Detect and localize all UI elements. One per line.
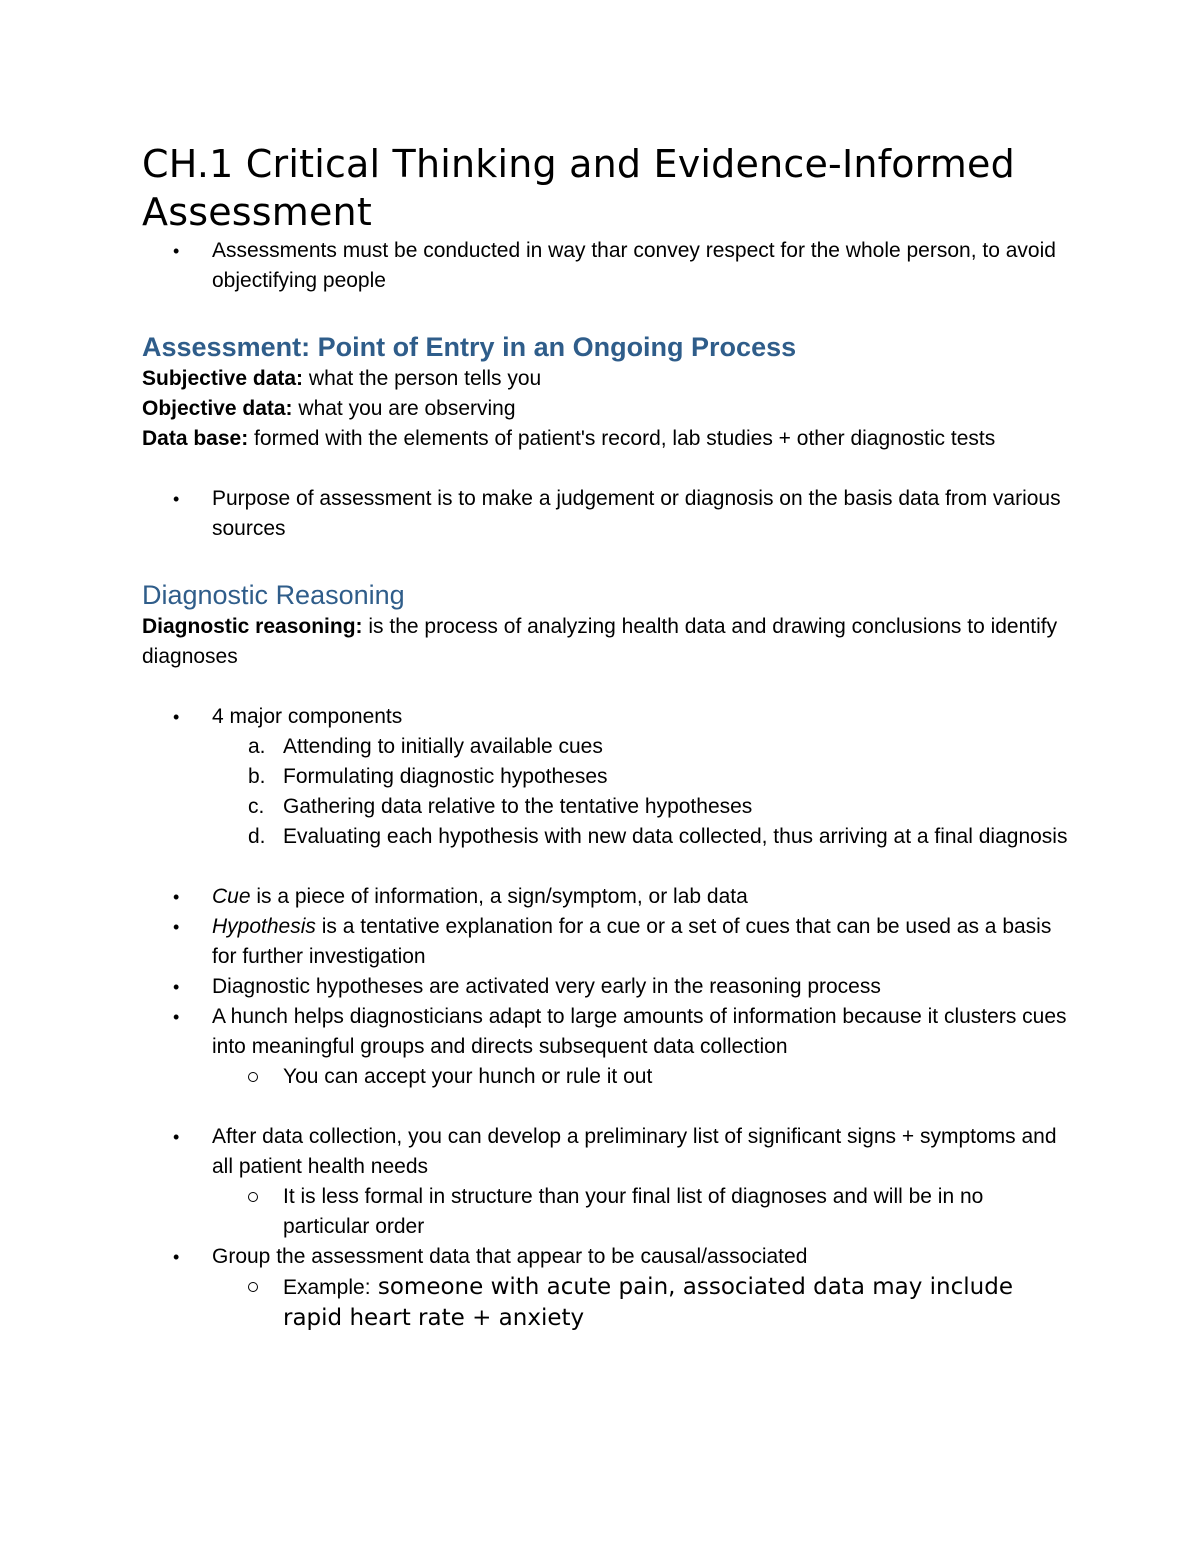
sub-list-item (142, 1272, 1072, 1334)
list-marker: a. (248, 735, 266, 758)
list-marker: c. (248, 795, 265, 818)
bullet-marker: • (173, 977, 180, 997)
list-item (142, 236, 1072, 296)
section-heading-assessment: Assessment: Point of Entry in an Ongoing Process (142, 332, 797, 362)
list-item-text: is a piece of information, a sign/symptom, or lab data (250, 885, 748, 908)
sub-list-item (142, 732, 1072, 762)
circle-bullet-icon (248, 1282, 258, 1292)
list-item (142, 702, 1072, 732)
list-item-text: Group the assessment data that appear to be causal/associated (212, 1245, 808, 1268)
bullet-marker: • (173, 1247, 180, 1267)
list-item (142, 972, 1072, 1002)
list-item-text: Evaluating each hypothesis with new data collected, thus arriving at a final diagnosis (283, 825, 1068, 848)
definition-database: Data base: formed with the elements of patient's record, lab studies + other diagnostic tests (142, 427, 996, 450)
example-text: someone with acute pain, associated data may include rapid heart rate + anxiety (283, 1274, 1013, 1331)
definition-diagnostic-reasoning: Diagnostic reasoning: is the process of analyzing health data and drawing conclusions to identify diagnoses (142, 615, 1058, 668)
sub-list-item (142, 792, 1072, 822)
list-item-text: Formulating diagnostic hypotheses (283, 765, 608, 788)
list-item-text: is a tentative explanation for a cue or a set of cues that can be used as a basis for further investigation (212, 915, 1052, 968)
list-item (142, 1002, 1072, 1062)
hypothesis-term: Hypothesis (212, 915, 316, 938)
list-item-text: Gathering data relative to the tentative hypotheses (283, 795, 753, 818)
sub-list-item (142, 1182, 1072, 1242)
bullet-marker: • (173, 1007, 180, 1027)
page-title: CH.1 Critical Thinking and Evidence-Informed Assessment (142, 142, 1015, 234)
bullet-marker: • (173, 917, 180, 937)
list-marker: d. (248, 825, 266, 848)
sub-list-item (142, 762, 1072, 792)
definition-subjective: Subjective data: what the person tells you (142, 367, 542, 390)
list-item-text: Attending to initially available cues (283, 735, 603, 758)
circle-bullet-icon (248, 1192, 258, 1202)
document-page (142, 140, 1072, 1334)
list-item (142, 882, 1072, 912)
sub-list-item (142, 1062, 1072, 1092)
bullet-marker: • (173, 887, 180, 907)
list-item-text: After data collection, you can develop a preliminary list of significant signs + symptoms and all patient health needs (212, 1125, 1057, 1178)
list-item-text: Purpose of assessment is to make a judgement or diagnosis on the basis data from various sources (212, 487, 1061, 540)
list-marker: b. (248, 765, 266, 788)
list-item-text: Diagnostic hypotheses are activated very early in the reasoning process (212, 975, 881, 998)
sub-list-item (142, 822, 1072, 852)
list-item-text: A hunch helps diagnosticians adapt to large amounts of information because it clusters cues into meaningful groups and directs subsequent data collection (212, 1005, 1067, 1058)
list-item-text: It is less formal in structure than your final list of diagnoses and will be in no particular order (283, 1185, 984, 1238)
list-item-text: Assessments must be conducted in way thar convey respect for the whole person, to avoid objectifying people (212, 239, 1056, 292)
cue-term: Cue (212, 885, 251, 908)
list-item-text: 4 major components (212, 705, 403, 728)
list-item-text: You can accept your hunch or rule it out (283, 1065, 653, 1088)
circle-bullet-icon (248, 1072, 258, 1082)
example-label: Example: (283, 1276, 371, 1299)
list-item (142, 484, 1072, 544)
definition-objective: Objective data: what you are observing (142, 397, 516, 420)
list-item (142, 912, 1072, 972)
list-item (142, 1242, 1072, 1272)
bullet-marker: • (173, 241, 180, 261)
bullet-marker: • (173, 707, 180, 727)
section-heading-diagnostic-reasoning: Diagnostic Reasoning (142, 580, 405, 610)
list-item (142, 1122, 1072, 1182)
bullet-marker: • (173, 489, 180, 509)
bullet-marker: • (173, 1127, 180, 1147)
